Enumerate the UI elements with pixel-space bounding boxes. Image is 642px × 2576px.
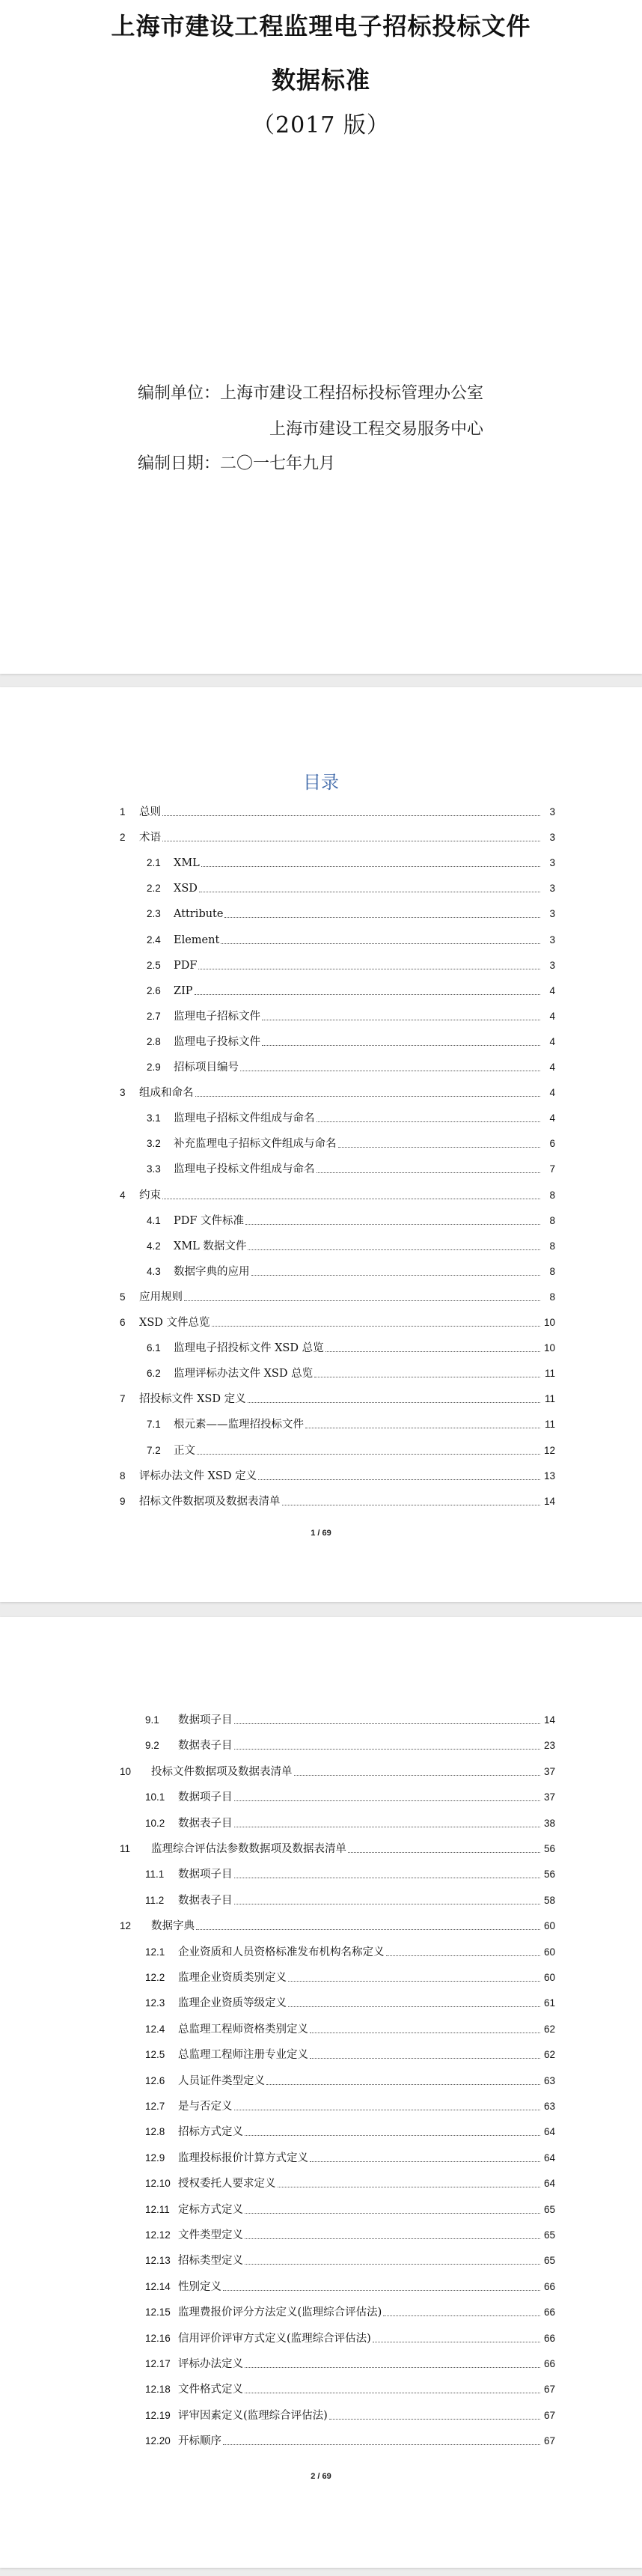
toc-entry-page: 38	[543, 1817, 555, 1829]
toc-entry[interactable]	[0, 1008, 642, 1026]
toc-entry-number: 2.2	[147, 883, 161, 895]
toc-dot-leader	[310, 2161, 540, 2162]
toc-entry[interactable]	[0, 957, 642, 975]
toc-entry[interactable]	[0, 1135, 642, 1153]
toc-dot-leader	[195, 1096, 540, 1097]
toc-entry-label: XML 数据文件	[174, 1240, 247, 1252]
toc-entry-number: 12.5	[145, 2049, 165, 2061]
toc-entry-page: 8	[549, 1291, 555, 1303]
toc-entry-page: 64	[543, 2178, 555, 2190]
toc-entry[interactable]	[0, 2432, 642, 2450]
toc-entry-number: 12.17	[145, 2358, 171, 2369]
toc-dot-leader	[162, 815, 540, 816]
toc-dot-leader	[258, 1479, 540, 1480]
toc-entry-page: 67	[543, 2384, 555, 2396]
toc-dot-leader	[288, 2006, 540, 2007]
toc-entry-page: 3	[549, 832, 555, 844]
toc-entry-page: 63	[543, 2101, 555, 2112]
toc-entry-label: 监理电子投标文件组成与命名	[174, 1163, 315, 1176]
toc-entry-page: 66	[543, 2306, 555, 2318]
toc-entry[interactable]	[0, 803, 642, 821]
toc-entry-page: 64	[543, 2126, 555, 2138]
toc-entry-number: 2.9	[147, 1062, 161, 1073]
toc-entry[interactable]	[0, 2278, 642, 2296]
toc-entry-page: 23	[543, 1740, 555, 1752]
toc-entry-page: 67	[543, 2409, 555, 2421]
toc-entry-label: 补充监理电子招标文件组成与命名	[174, 1138, 337, 1151]
toc-entry-label: 数据项子目	[178, 1869, 233, 1881]
toc-dot-leader	[248, 1249, 540, 1250]
toc-entry[interactable]	[0, 2226, 642, 2244]
toc-entry[interactable]	[0, 1493, 642, 1511]
toc-page-2	[0, 1617, 642, 2568]
toc-entry-label: 监理投标报价计算方式定义	[178, 2152, 308, 2164]
toc-entry-page: 3	[549, 959, 555, 971]
toc-dot-leader	[196, 1929, 540, 1930]
toc-entry-label: 评审因素定义(监理综合评估法)	[178, 2409, 328, 2422]
toc-entry-label: 组成和命名	[139, 1087, 194, 1100]
toc-entry-label: XML	[174, 857, 200, 870]
toc-entry-label: 监理电子招标文件	[174, 1010, 260, 1023]
toc-entry-label: 人员证件类型定义	[178, 2074, 265, 2087]
toc-entry[interactable]	[0, 1059, 642, 1077]
toc-entry[interactable]	[0, 2123, 642, 2141]
toc-dot-leader	[262, 1045, 540, 1046]
toc-entry-number: 5	[120, 1291, 126, 1303]
toc-entry-page: 58	[543, 1894, 555, 1906]
toc-entry-number: 2.5	[147, 959, 161, 971]
cover-page	[0, 0, 642, 674]
toc-dot-leader	[223, 2290, 540, 2291]
toc-entry-label: Element	[174, 934, 220, 946]
toc-entry-number: 12.3	[145, 1997, 165, 2009]
toc-entry-page: 37	[543, 1765, 555, 1777]
toc-entry-label: XSD	[174, 883, 198, 895]
toc-entry-number: 8	[120, 1470, 126, 1482]
toc-entry-label: 定标方式定义	[178, 2203, 243, 2216]
toc-entry-label: 招标项目编号	[174, 1062, 239, 1074]
toc-entry-label: 招标类型定义	[178, 2255, 243, 2268]
toc-entry-number: 10	[120, 1765, 132, 1777]
toc-entry-number: 12.12	[145, 2229, 171, 2241]
toc-entry-number: 12.9	[145, 2152, 165, 2164]
document-title: 上海市建设工程监理电子招标投标文件	[111, 12, 531, 40]
toc-entry-number: 12.8	[145, 2126, 165, 2138]
page-number-footer-1: 1 / 69	[311, 1529, 331, 1538]
toc-entry-label: 开标顺序	[178, 2435, 221, 2448]
toc-entry-number: 11	[120, 1843, 131, 1854]
toc-entry-page: 3	[549, 883, 555, 895]
toc-entry[interactable]	[0, 1187, 642, 1205]
toc-entry[interactable]	[0, 1109, 642, 1127]
toc-entry-number: 12.14	[145, 2280, 171, 2292]
toc-entry[interactable]	[0, 1314, 642, 1332]
toc-entry-page: 3	[549, 806, 555, 817]
toc-entry-label: 文件类型定义	[178, 2229, 243, 2241]
toc-entry-number: 12.6	[145, 2074, 165, 2086]
toc-dot-leader	[195, 994, 540, 995]
toc-entry-number: 12.4	[145, 2023, 165, 2035]
toc-dot-leader	[221, 943, 540, 944]
toc-entry[interactable]	[0, 829, 642, 847]
toc-entry-number: 3.1	[147, 1112, 161, 1124]
toc-entry-label: ZIP	[174, 984, 193, 997]
toc-entry-number: 12.13	[145, 2255, 171, 2267]
toc-entry-label: PDF 文件标准	[174, 1214, 245, 1227]
toc-entry[interactable]	[0, 1263, 642, 1281]
toc-entry[interactable]	[0, 931, 642, 949]
toc-entry[interactable]	[0, 1390, 642, 1408]
toc-entry-page: 66	[543, 2332, 555, 2344]
toc-entry-label: 监理综合评估法参数数据项及数据表清单	[151, 1843, 346, 1855]
toc-entry-number: 2.8	[147, 1035, 161, 1047]
toc-entry-label: 总监理工程师资格类别定义	[178, 2023, 308, 2035]
toc-entry[interactable]	[0, 982, 642, 1000]
toc-entry-page: 10	[543, 1317, 555, 1328]
toc-entry-number: 12.11	[145, 2203, 170, 2215]
toc-entry-page: 4	[549, 1062, 555, 1073]
toc-entry[interactable]	[0, 1288, 642, 1306]
toc-entry[interactable]	[0, 1969, 642, 1987]
toc-entry-page: 14	[543, 1495, 555, 1507]
toc-entry[interactable]	[0, 2330, 642, 2348]
toc-dot-leader	[224, 917, 540, 918]
toc-entry-number: 2.6	[147, 984, 161, 996]
toc-entry-page: 4	[549, 1112, 555, 1124]
toc-entry[interactable]	[0, 1840, 642, 1858]
toc-entry-page: 66	[543, 2280, 555, 2292]
toc-entry[interactable]	[0, 1365, 642, 1383]
toc-entry-label: 授权委托人要求定义	[178, 2178, 276, 2190]
toc-entry-page: 6	[549, 1138, 555, 1150]
toc-entry-page: 62	[543, 2049, 555, 2061]
page-number-footer-2: 2 / 69	[311, 2472, 331, 2481]
toc-entry[interactable]	[0, 1416, 642, 1434]
toc-entry[interactable]	[0, 1943, 642, 1961]
toc-entry[interactable]	[0, 1084, 642, 1102]
toc-entry-page: 66	[543, 2358, 555, 2369]
toc-entry-number: 6	[120, 1317, 126, 1328]
toc-entry-number: 10.1	[145, 1791, 165, 1803]
toc-entry-page: 61	[543, 1997, 555, 2009]
toc-entry-label: 投标文件数据项及数据表清单	[151, 1765, 293, 1778]
toc-dot-leader	[317, 1121, 540, 1122]
toc-entry[interactable]	[0, 1212, 642, 1230]
toc-entry-page: 64	[543, 2152, 555, 2164]
toc-entry-label: PDF	[174, 959, 198, 972]
toc-entry-number: 10.2	[145, 1817, 165, 1829]
toc-dot-leader	[197, 1454, 540, 1455]
toc-entry-number: 12.16	[145, 2332, 171, 2344]
toc-entry-page: 13	[543, 1470, 555, 1482]
toc-entry[interactable]	[0, 1711, 642, 1729]
toc-dot-leader	[310, 2058, 540, 2059]
toc-dot-leader	[201, 866, 540, 867]
toc-entry[interactable]	[0, 1866, 642, 1884]
toc-entry-page: 11	[544, 1419, 555, 1431]
toc-entry[interactable]	[0, 2252, 642, 2270]
toc-entry-label: 招投标文件 XSD 定义	[139, 1393, 246, 1406]
toc-entry[interactable]	[0, 1815, 642, 1833]
toc-entry[interactable]	[0, 1994, 642, 2012]
toc-entry-label: 数据表子目	[178, 1817, 233, 1830]
toc-dot-leader	[245, 2238, 540, 2239]
toc-entry-page: 65	[543, 2203, 555, 2215]
toc-entry-label: 监理电子招投标文件 XSD 总览	[174, 1342, 324, 1355]
toc-entry-number: 4.3	[147, 1265, 161, 1277]
toc-entry[interactable]	[0, 1892, 642, 1910]
toc-dot-leader	[234, 1749, 540, 1750]
toc-entry-label: 监理企业资质等级定义	[178, 1997, 287, 2010]
toc-entry-number: 9.2	[145, 1740, 159, 1752]
toc-entry-number: 4.1	[147, 1214, 161, 1226]
toc-entry-label: 数据项子目	[178, 1714, 233, 1726]
toc-entry[interactable]	[0, 2046, 642, 2064]
toc-dot-leader	[294, 1775, 540, 1776]
toc-entry[interactable]	[0, 2021, 642, 2038]
toc-entry-number: 2.7	[147, 1010, 161, 1022]
toc-entry-label: 数据表子目	[178, 1894, 233, 1907]
toc-entry-number: 4	[120, 1189, 126, 1201]
toc-dot-leader	[325, 1351, 540, 1352]
toc-entry[interactable]	[0, 2381, 642, 2399]
toc-entry-page: 3	[549, 908, 555, 920]
toc-dot-leader	[317, 1172, 540, 1173]
toc-entry[interactable]	[0, 1033, 642, 1051]
toc-entry-label: 应用规则	[139, 1291, 183, 1303]
toc-entry-label: 约束	[139, 1189, 161, 1202]
toc-entry-number: 3	[120, 1087, 126, 1099]
toc-entry-number: 4.2	[147, 1240, 161, 1252]
toc-dot-leader	[383, 2315, 540, 2316]
toc-entry-page: 10	[543, 1342, 555, 1354]
toc-dot-leader	[245, 2367, 540, 2368]
toc-entry-number: 12.1	[145, 1946, 165, 1958]
toc-entry[interactable]	[0, 880, 642, 898]
toc-entry-label: 性别定义	[178, 2280, 221, 2293]
toc-entry-page: 11	[544, 1393, 555, 1405]
editor-unit-line-2: 上海市建设工程交易服务中心	[269, 420, 484, 439]
toc-entry-page: 65	[543, 2229, 555, 2241]
toc-entry-page: 56	[543, 1869, 555, 1881]
toc-entry-number: 6.1	[147, 1342, 161, 1354]
toc-entry-label: 总监理工程师注册专业定义	[178, 2049, 308, 2062]
toc-entry-page: 63	[543, 2074, 555, 2086]
toc-entry-number: 12.7	[145, 2101, 165, 2112]
toc-entry-number: 3.2	[147, 1138, 161, 1150]
toc-entry-page: 3	[549, 934, 555, 946]
toc-entry[interactable]	[0, 2175, 642, 2193]
toc-entry-page: 37	[543, 1791, 555, 1803]
toc-entry-page: 62	[543, 2023, 555, 2035]
toc-entry-number: 12.18	[145, 2384, 171, 2396]
toc-entry-number: 12.10	[145, 2178, 171, 2190]
toc-entry-page: 12	[543, 1444, 555, 1456]
toc-entry-label: 监理企业资质类别定义	[178, 1972, 287, 1984]
toc-dot-leader	[223, 2444, 540, 2445]
toc-entry[interactable]	[0, 905, 642, 923]
toc-entry-number: 12.2	[145, 1972, 165, 1983]
toc-entry-page: 8	[549, 1265, 555, 1277]
toc-dot-leader	[251, 1275, 540, 1276]
toc-entry-number: 1	[120, 806, 126, 817]
toc-entry-number: 7	[120, 1393, 126, 1405]
toc-entry-page: 4	[549, 1010, 555, 1022]
toc-entry-label: 监理费报价评分方法定义(监理综合评估法)	[178, 2306, 382, 2319]
toc-dot-leader	[245, 1224, 540, 1225]
toc-entry-number: 7.2	[147, 1444, 161, 1456]
toc-entry-label: 术语	[139, 832, 161, 844]
toc-entry-label: 总则	[139, 806, 161, 818]
toc-dot-leader	[248, 1402, 540, 1403]
toc-entry-number: 7.1	[147, 1419, 161, 1431]
toc-dot-leader	[329, 2419, 540, 2420]
toc-dot-leader	[348, 1852, 540, 1853]
toc-entry-label: 文件格式定义	[178, 2384, 243, 2396]
toc-entry-label: Attribute	[174, 908, 224, 921]
toc-entry-number: 2.4	[147, 934, 161, 946]
toc-entry-label: 招标文件数据项及数据表清单	[139, 1495, 281, 1508]
toc-entry-page: 14	[543, 1714, 555, 1726]
toc-entry-page: 60	[543, 1972, 555, 1983]
toc-entry-page: 8	[549, 1189, 555, 1201]
toc-entry-label: 企业资质和人员资格标准发布机构名称定义	[178, 1946, 385, 1958]
toc-entry-label: 数据项子目	[178, 1791, 233, 1804]
toc-entry-page: 65	[543, 2255, 555, 2267]
toc-entry-number: 3.3	[147, 1163, 161, 1175]
toc-entry-number: 2.3	[147, 908, 161, 920]
toc-entry-page: 4	[549, 1087, 555, 1099]
toc-entry-label: 监理电子招标文件组成与命名	[174, 1112, 315, 1125]
toc-entry-number: 12.15	[145, 2306, 171, 2318]
toc-entry[interactable]	[0, 1788, 642, 1806]
toc-entry-number: 2.1	[147, 857, 161, 869]
toc-entry-page: 60	[543, 1920, 555, 1932]
toc-entry-page: 4	[549, 984, 555, 996]
toc-title: 目录	[303, 772, 339, 793]
toc-entry-label: 数据字典的应用	[174, 1265, 250, 1278]
toc-entry[interactable]	[0, 1237, 642, 1255]
toc-entry-page: 8	[549, 1214, 555, 1226]
toc-dot-leader	[386, 1955, 540, 1956]
toc-entry-page: 60	[543, 1946, 555, 1958]
edit-date-line: 编制日期：二〇一七年九月	[138, 454, 336, 473]
toc-entry-label: 监理电子投标文件	[174, 1035, 260, 1048]
toc-entry-label: 监理评标办法文件 XSD 总览	[174, 1368, 314, 1380]
toc-entry[interactable]	[0, 1917, 642, 1935]
toc-entry-label: 招标方式定义	[178, 2126, 243, 2139]
document-subtitle: 数据标准	[271, 66, 370, 94]
toc-entry-label: 评标办法定义	[178, 2358, 243, 2370]
toc-entry-page: 56	[543, 1843, 555, 1854]
toc-entry-number: 2	[120, 832, 126, 844]
toc-entry-number: 12	[120, 1920, 132, 1932]
toc-entry[interactable]	[0, 854, 642, 872]
toc-entry[interactable]	[0, 2098, 642, 2116]
toc-entry-label: 评标办法文件 XSD 定义	[139, 1470, 257, 1482]
toc-entry-number: 12.19	[145, 2409, 171, 2421]
toc-entry[interactable]	[0, 2201, 642, 2219]
toc-entry-page: 3	[549, 857, 555, 869]
toc-entry-label: 根元素——监理招投标文件	[174, 1419, 304, 1431]
toc-dot-leader	[288, 1981, 540, 1982]
toc-dot-leader	[184, 1300, 540, 1301]
editor-unit-line: 编制单位：上海市建设工程招标投标管理办公室	[138, 384, 484, 403]
document-edition: （2017 版）	[252, 112, 390, 138]
toc-entry-number: 11.1	[145, 1869, 165, 1881]
toc-entry[interactable]	[0, 2304, 642, 2321]
toc-entry[interactable]	[0, 2149, 642, 2167]
toc-dot-leader	[212, 1326, 540, 1327]
toc-entry[interactable]	[0, 1339, 642, 1357]
toc-entry-number: 12.20	[145, 2435, 171, 2447]
toc-entry[interactable]	[0, 1160, 642, 1178]
toc-entry-number: 11.2	[145, 1894, 165, 1906]
toc-entry[interactable]	[0, 2072, 642, 2090]
toc-dot-leader	[234, 1800, 540, 1801]
toc-entry-label: 信用评价评审方式定义(监理综合评估法)	[178, 2332, 371, 2345]
toc-entry-label: XSD 文件总览	[139, 1317, 210, 1329]
toc-entry-label: 数据表子目	[178, 1740, 233, 1753]
toc-entry-page: 4	[549, 1035, 555, 1047]
toc-dot-leader	[245, 2213, 540, 2214]
toc-dot-leader	[245, 2264, 540, 2265]
toc-entry-number: 9	[120, 1495, 126, 1507]
toc-dot-leader	[338, 1147, 540, 1148]
toc-entry-label: 正文	[174, 1444, 195, 1457]
toc-entry-page: 67	[543, 2435, 555, 2447]
toc-entry[interactable]	[0, 2355, 642, 2373]
toc-entry-page: 7	[549, 1163, 555, 1175]
toc-entry[interactable]	[0, 1467, 642, 1485]
toc-entry[interactable]	[0, 1737, 642, 1755]
toc-entry[interactable]	[0, 1442, 642, 1460]
toc-entry-page: 8	[549, 1240, 555, 1252]
toc-dot-leader	[266, 2084, 540, 2085]
toc-entry[interactable]	[0, 2407, 642, 2425]
toc-dot-leader	[245, 2135, 540, 2136]
toc-entry-number: 6.2	[147, 1368, 161, 1380]
toc-entry-number: 9.1	[145, 1714, 159, 1726]
toc-entry[interactable]	[0, 1763, 642, 1781]
toc-entry-page: 11	[544, 1368, 555, 1380]
toc-dot-leader	[234, 1723, 540, 1724]
toc-entry-label: 是与否定义	[178, 2101, 233, 2113]
toc-entry-label: 数据字典	[151, 1920, 195, 1933]
